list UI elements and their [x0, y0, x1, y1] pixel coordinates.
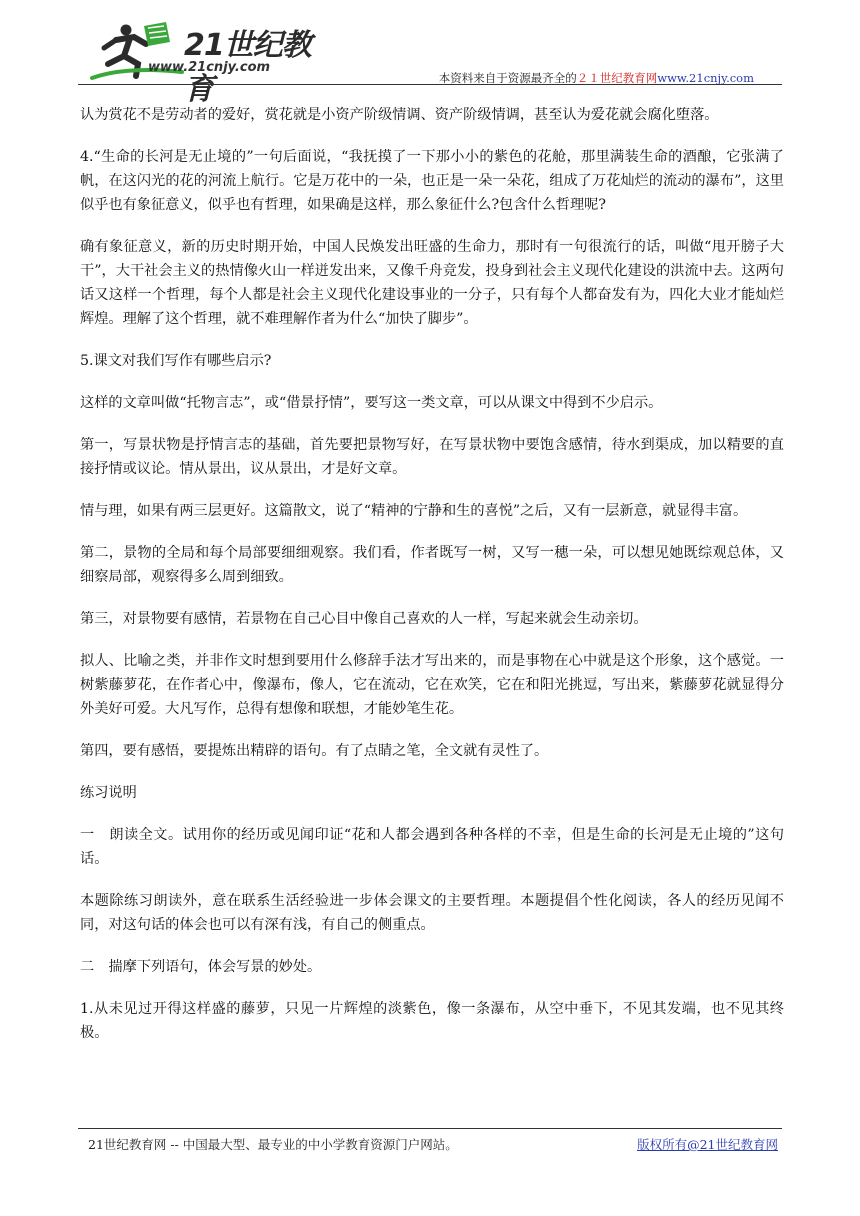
- paragraph: 一 朗读全文。试用你的经历或见闻印证“花和人都会遇到各种各样的不幸，但是生命的长河是无止境的”这句话。: [80, 827, 784, 867]
- source-site-link[interactable]: ２１世纪教育网: [576, 71, 658, 85]
- page-footer: [88, 1135, 778, 1153]
- copyright-link[interactable]: 版权所有@21世纪教育网: [637, 1137, 778, 1152]
- paragraph: 1.从未见过开得这样盛的藤萝，只见一片辉煌的淡紫色，像一条瀑布，从空中垂下，不见其发端，也不见其终极。: [80, 1001, 784, 1041]
- paragraph: 认为赏花不是劳动者的爱好，赏花就是小资产阶级情调、资产阶级情调，甚至认为爱花就会腐化堕落。: [80, 107, 719, 123]
- paragraph: 二 揣摩下列语句，体会写景的妙处。: [80, 959, 322, 975]
- paragraph: 第三，对景物要有感情，若景物在自己心目中像自己喜欢的人一样，写起来就会生动亲切。: [80, 611, 648, 627]
- document-body: [80, 103, 784, 1045]
- source-url-link[interactable]: www.21cnjy.com: [657, 71, 754, 85]
- footer-left-text: 21世纪教育网 -- 中国最大型、最专业的中小学教育资源门户网站。: [88, 1137, 458, 1152]
- paragraph: 5.课文对我们写作有哪些启示?: [80, 353, 272, 369]
- page-header: [78, 14, 782, 107]
- logo-text: 21世纪教育: [184, 28, 311, 107]
- paragraph: 第四，要有感悟，要提炼出精辟的语句。有了点睛之笔，全文就有灵性了。: [80, 743, 549, 759]
- paragraph: 第二，景物的全局和每个局部要细细观察。我们看，作者既写一树，又写一穗一朵，可以想见她既综观总体，又细察局部，观察得多么周到细致。: [80, 545, 784, 585]
- paragraph: 第一，写景状物是抒情言志的基础，首先要把景物写好，在写景状物中要饱含感情，待水到渠成，加以精要的直接抒情或议论。情从景出，议从景出，才是好文章。: [80, 437, 784, 477]
- footer-divider: [78, 1128, 782, 1129]
- section-heading: 练习说明: [80, 785, 137, 801]
- logo: [86, 20, 336, 107]
- logo-url: www.21cnjy.com: [148, 60, 271, 75]
- paragraph: 本题除练习朗读外，意在联系生活经验进一步体会课文的主要哲理。本题提倡个性化阅读，各人的经历见闻不同，对这句话的体会也可以有深有浅，有自己的侧重点。: [80, 893, 784, 933]
- paragraph: 拟人、比喻之类，并非作文时想到要用什么修辞手法才写出来的，而是事物在心中就是这个形象，这个感觉。一树紫藤萝花，在作者心中，像瀑布，像人，它在流动，它在欢笑，它在和阳光挑逗，写出来，紫藤萝花就显得分外美好可爱。大凡写作，总得有想像和联想，才能妙笔生花。: [80, 653, 784, 717]
- paragraph: 情与理，如果有两三层更好。这篇散文，说了“精神的宁静和生的喜悦”之后，又有一层新意，就显得丰富。: [80, 503, 748, 519]
- paragraph: 这样的文章叫做“托物言志”，或“借景抒情”，要写这一类文章，可以从课文中得到不少启示。: [80, 395, 663, 411]
- source-prefix: 本资料来自于资源最齐全的: [438, 71, 577, 85]
- paragraph: 4.“生命的长河是无止境的”一句后面说，“我抚摸了一下那小小的紫色的花舱，那里满装生命的酒酿，它张满了帆，在这闪光的花的河流上航行。它是万花中的一朵，也正是一朵一朵花，组成了万花灿烂的流动的瀑布”，这里似乎也有象征意义，似乎也有哲理，如果确是这样，那么象征什么?包含什么哲理呢?: [80, 149, 784, 213]
- paragraph: 确有象征意义，新的历史时期开始，中国人民焕发出旺盛的生命力，那时有一句很流行的话，叫做“甩开膀子大干”，大干社会主义的热情像火山一样迸发出来，又像千舟竞发，投身到社会主义现代化建设的洪流中去。这两句话又这样一个哲理，每个人都是社会主义现代化建设事业的一分子，只有每个人都奋发有为，四化大业才能灿烂辉煌。理解了这个哲理，就不难理解作者为什么“加快了脚步”。: [80, 239, 784, 327]
- header-divider: [78, 84, 782, 85]
